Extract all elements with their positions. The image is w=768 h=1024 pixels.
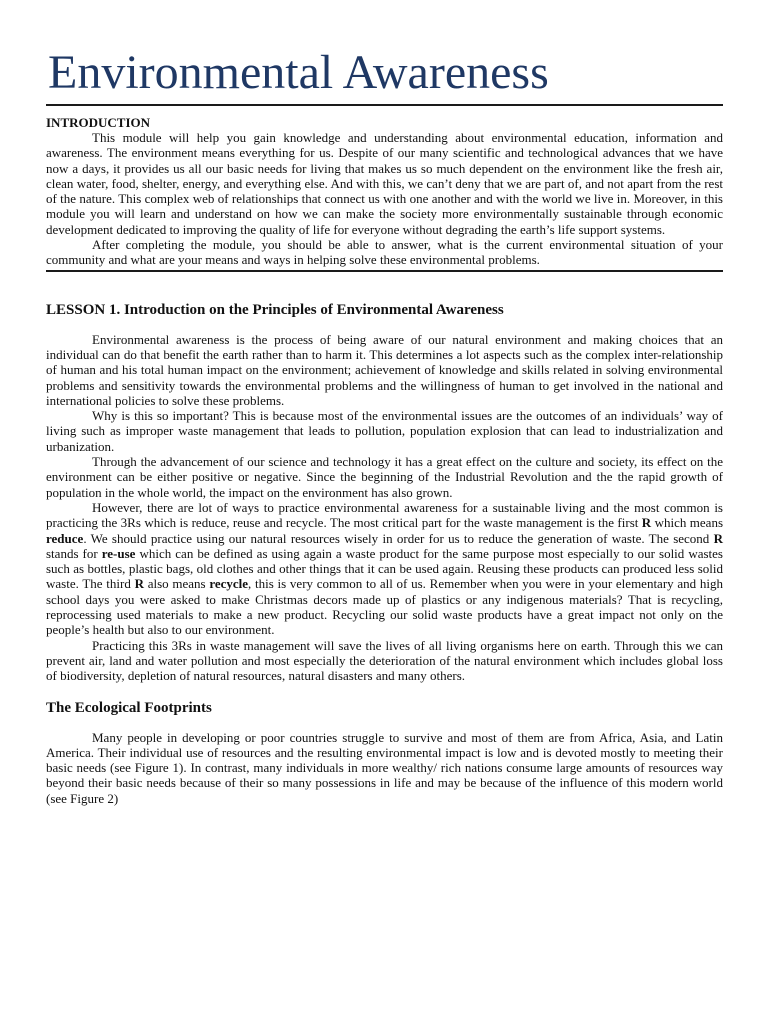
emphasis-r: R [641,515,652,531]
lesson-1-paragraph-5: Practicing this 3Rs in waste management will save the lives of all living organisms here on earth. Through this we can prevent air, land and water pollution and most especially the deterioration of the natural environment which includes global loss of biodiversity, depletion of natural resources, natural disasters and many others. [46,637,723,684]
text-run: also means [143,576,210,592]
lesson-1-paragraph-3: Through the advancement of our science and technology it has a great effect on the culture and society, its effect on the environment can be either positive or negative. Since the beginning of the Industrial Revolution and the the rapid growth of population in the whole world, the impact on the environment has also grown. [46,454,723,500]
text-run: However, there are lot of ways to practice environmental awareness for a sustainable living and the most common is practicing the 3Rs which is reduce, reuse and recycle. The most critical part for the waste management is the first [46,499,723,531]
emphasis-recycle: recycle [209,576,249,592]
emphasis-reduce: reduce [46,530,84,546]
introduction-divider [46,270,723,272]
emphasis-reuse: re-use [101,545,136,561]
emphasis-r: R [713,530,723,546]
ecological-footprints-paragraph-1: Many people in developing or poor countries struggle to survive and most of them are from Africa, Asia, and Latin America. Their individual use of resources and the resulting environmental impact is low and is devoted mostly to meeting their basic needs (see Figure 1). In contrast, many individuals in more wealthy/ rich nations consume large amounts of resources way beyond their basic needs because of their so many possessions in life and may be because of the influence of this modern world (see Figure 2) [46,729,723,806]
introduction-heading: INTRODUCTION [46,115,151,130]
text-run: , this is very common to all of us. Remember when you were in your elementary and high school days you were asked to make Christmas decors made up of plastics or any indigenous materials? That is recycling, reprocessing used materials to make a new product. Recycling our solid waste products have a great impact not only on the people’s health but also to our environment. [46,576,723,638]
text-run: which means [651,515,723,531]
text-run: which can be defined as using again a waste product for the same purpose most especially to our solid wastes such as bottles, plastic bags, old clothes and other things that it can be used again. Reusing these products can produced less solid waste. The third [46,545,723,592]
document-title: Environmental Awareness [48,46,549,99]
document-page [46,0,723,806]
lesson-1-heading: LESSON 1. Introduction on the Principles of Environmental Awareness [46,301,504,318]
ecological-footprints-heading: The Ecological Footprints [46,699,212,716]
introduction-paragraph-1: This module will help you gain knowledge and understanding about environmental education, information and awareness. The environment means everything for us. Despite of our many scientific and technological advances that we have now a days, it provides us all our basic needs for living that makes us so much dependent on the environment like the fresh air, clean water, food, shelter, energy, and everything else. And with this, we can’t deny that we are part of, and not apart from the rest of the nature. This complex web of relationships that connect us with one another and with the world we live in. Moreover, in this module you will learn and understand on how we can make the society more environmentally sustainable through economic development dedicated to improving the quality of life for everyone without degrading the earth’s life support systems. [46,130,723,237]
title-divider [46,104,723,106]
text-run: . We should practice using our natural resources wisely in order for us to reduce the generation of waste. The second [83,530,714,546]
text-run: stands for [46,545,102,561]
lesson-1-paragraph-4 [46,500,723,638]
lesson-1-paragraph-2: Why is this so important? This is because most of the environmental issues are the outcomes of an individuals’ way of living such as improper waste management that leads to pollution, population explosion that can lead to industrialization and urbanization. [46,408,723,454]
lesson-1-paragraph-1: Environmental awareness is the process of being aware of our natural environment and making choices that an individual can do that benefit the earth rather than to harm it. This determines a lot aspects such as the complex inter-relationship of human and his total human impact on the environment; achievement of knowledge and skills related in solving environmental problems and sensitivity towards the environmental problems and the willingness of human to get involved in the national and international policies to solve these problems. [46,331,723,408]
emphasis-r: R [134,576,144,592]
introduction-paragraph-2: After completing the module, you should be able to answer, what is the current environmental situation of your community and what are your means and ways in helping solve these environmental problems. [46,237,723,268]
